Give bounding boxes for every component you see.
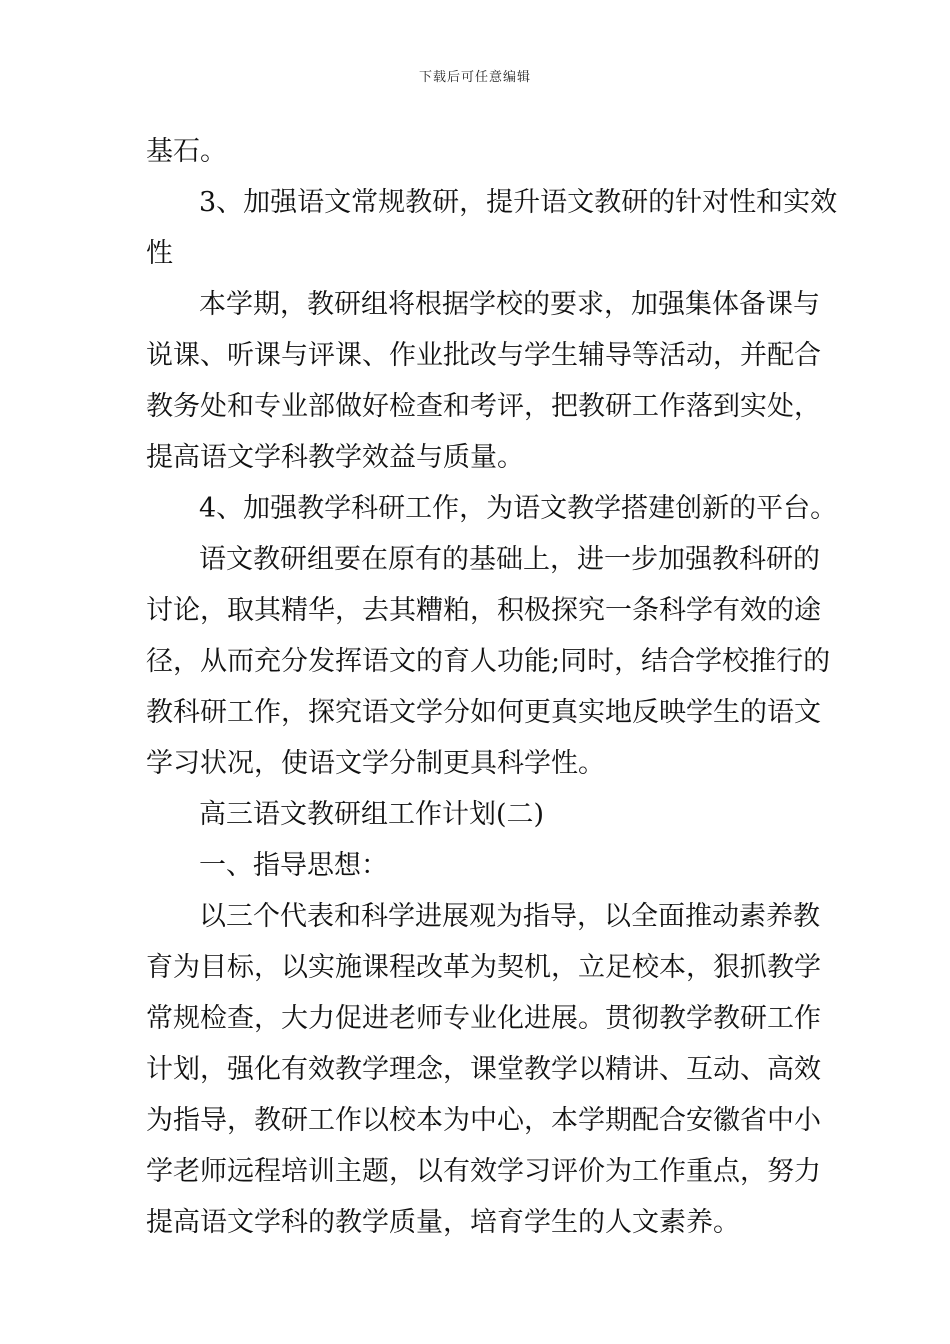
page-header: 下载后可任意编辑 (418, 70, 531, 85)
text-line: 学老师远程培训主题，以有效学习评价为工作重点，努力 (146, 1156, 821, 1187)
text-line: 4、加强教学科研工作，为语文教学搭建创新的平台。 (199, 493, 838, 524)
text-line: 基石。 (146, 136, 227, 167)
text-line: 计划，强化有效教学理念，课堂教学以精讲、互动、高效 (146, 1054, 821, 1085)
text-line: 提高语文学科教学效益与质量。 (146, 442, 524, 473)
text-line: 径，从而充分发挥语文的育人功能;同时，结合学校推行的 (146, 646, 831, 677)
text-line: 育为目标，以实施课程改革为契机，立足校本，狠抓教学 (146, 952, 821, 983)
text-line: 3、加强语文常规教研，提升语文教研的针对性和实效 (199, 187, 838, 218)
text-line: 讨论，取其精华，去其糟粕，积极探究一条科学有效的途 (146, 595, 821, 626)
text-line: 提高语文学科的教学质量，培育学生的人文素养。 (146, 1207, 740, 1238)
text-line: 教科研工作，探究语文学分如何更真实地反映学生的语文 (146, 697, 821, 728)
text-line: 性 (146, 238, 173, 269)
section-heading: 一、指导思想： (199, 850, 388, 881)
text-line: 学习状况，使语文学分制更具科学性。 (146, 748, 605, 779)
text-line: 说课、听课与评课、作业批改与学生辅导等活动，并配合 (146, 340, 821, 371)
text-line: 语文教研组要在原有的基础上，进一步加强教科研的 (199, 544, 820, 575)
text-line: 以三个代表和科学进展观为指导，以全面推动素养教 (199, 901, 820, 932)
text-line: 教务处和专业部做好检查和考评，把教研工作落到实处， (146, 391, 821, 422)
section-title: 高三语文教研组工作计划(二) (199, 799, 545, 830)
text-line: 为指导，教研工作以校本为中心，本学期配合安徽省中小 (146, 1105, 821, 1136)
text-line: 本学期，教研组将根据学校的要求，加强集体备课与 (199, 289, 820, 320)
text-line: 常规检查，大力促进老师专业化进展。贯彻教学教研工作 (146, 1003, 821, 1034)
document-body (146, 126, 838, 1248)
